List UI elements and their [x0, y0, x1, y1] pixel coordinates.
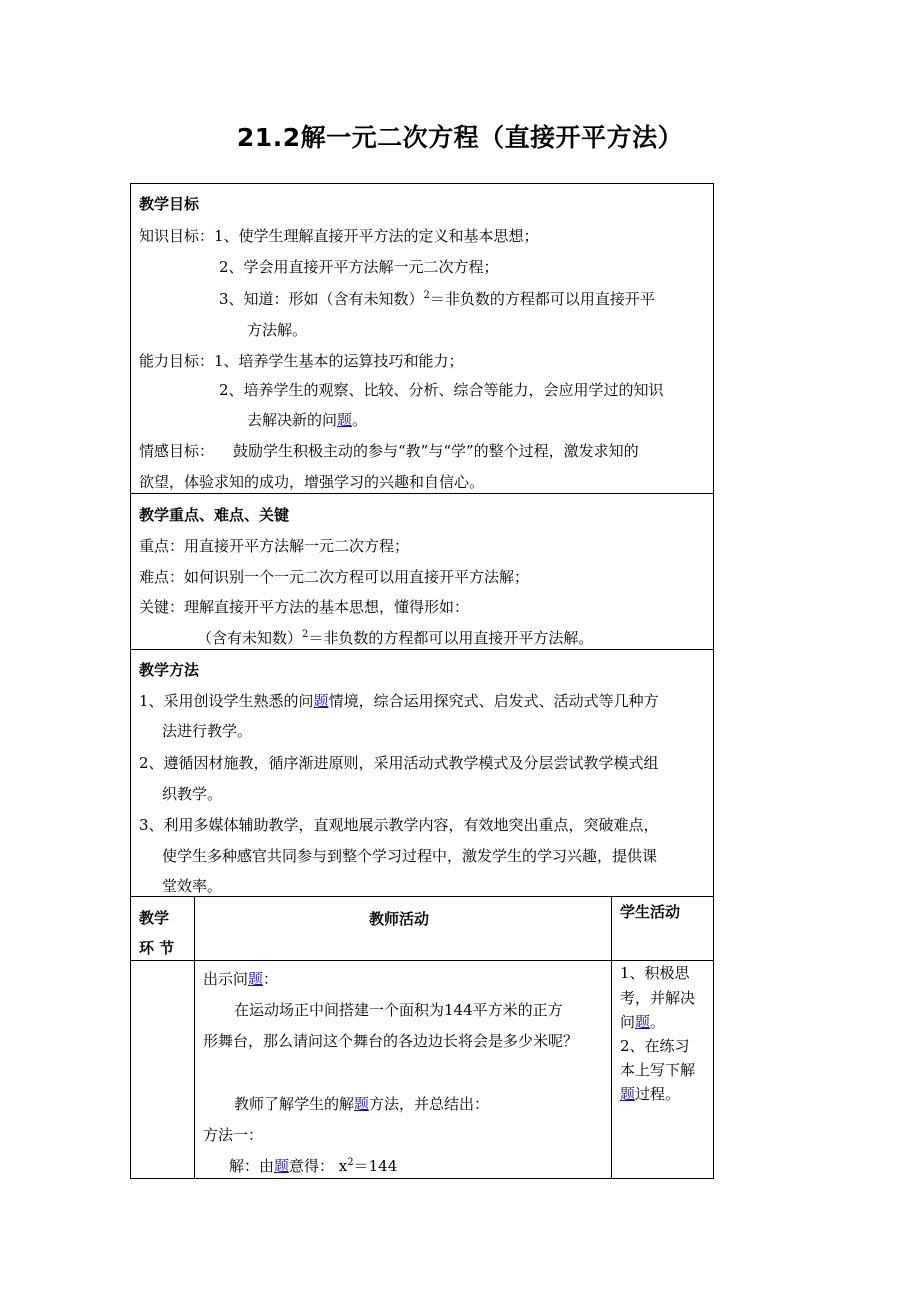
method-1-a: 1、采用创设学生熟悉的问: [139, 692, 314, 710]
link-ti[interactable]: 题: [313, 692, 329, 710]
col-stage-header-2: 环 节: [139, 939, 175, 957]
ability-item-2-cont-text: 去解决新的问: [247, 411, 338, 429]
keypoints-heading: 教学重点、难点、关键: [139, 506, 290, 524]
link-ti[interactable]: 题: [248, 970, 264, 988]
ability-goal: [139, 351, 464, 371]
focus-line: 重点：用直接开平方法解一元二次方程；: [139, 537, 410, 555]
emotion-item-2: 欲望，体验求知的成功，增强学习的兴趣和自信心。: [139, 473, 485, 491]
method-3-cont: 使学生多种感官共同参与到整个学习过程中，激发学生的学习兴趣，提供课: [162, 847, 658, 865]
difficulty-line: 难点：如何识别一个一元二次方程可以用直接开平方法解；: [139, 568, 530, 586]
knowledge-item-3: [219, 289, 655, 312]
teacher-line-6-a: 解：由: [229, 1157, 275, 1175]
method-1-cont: 法进行教学。: [162, 722, 253, 740]
method-3: 3、利用多媒体辅助教学，直观地展示教学内容，有效地突出重点，突破难点，: [139, 816, 659, 834]
student-line-3: [620, 1012, 665, 1032]
ability-item-2: 2、培养学生的观察、比较、分析、综合等能力，会应用学过的知识: [219, 381, 664, 399]
row-divider: [130, 493, 714, 494]
link-ti[interactable]: 题: [337, 411, 353, 429]
knowledge-item-2: 2、学会用直接开平方法解一元二次方程；: [219, 258, 499, 276]
method-3-cont-2: 堂效率。: [162, 877, 223, 895]
method-1-b: 情境，综合运用探究式、启发式、活动式等几种方: [328, 692, 659, 710]
teacher-line-5: 方法一：: [203, 1126, 264, 1144]
student-line-3-a: 问: [620, 1013, 636, 1031]
teacher-line-6-b: 意得： x: [289, 1157, 348, 1175]
teacher-line-4: [234, 1094, 489, 1114]
teacher-line-4-b: 方法，并总结出：: [369, 1095, 490, 1113]
ability-label: 能力目标：: [139, 352, 215, 370]
superscript: 2: [423, 290, 430, 301]
column-divider: [194, 896, 195, 1179]
student-line-2: 考，并解决: [620, 989, 696, 1007]
superscript: 2: [347, 1157, 354, 1168]
goals-heading: 教学目标: [139, 195, 200, 213]
emotion-item-1: 鼓励学生积极主动的参与“教”与“学”的整个过程，激发求知的: [233, 442, 639, 460]
methods-heading: 教学方法: [139, 661, 200, 679]
knowledge-item-3-b: ＝非负数的方程都可以用直接开平: [429, 290, 655, 308]
teacher-line-6-c: ＝144: [353, 1157, 398, 1175]
period: 。: [352, 411, 368, 429]
key-line-2: [197, 628, 593, 651]
col-teacher-header: 教师活动: [369, 910, 430, 928]
student-line-4: 2、在练习: [620, 1037, 690, 1055]
row-divider: [130, 896, 714, 897]
student-line-6-b: 过程。: [635, 1085, 681, 1103]
knowledge-item-3-a: 3、知道：形如（含有未知数）: [219, 290, 424, 308]
link-ti[interactable]: 题: [274, 1157, 290, 1175]
teacher-line-1-a: 出示问: [203, 970, 249, 988]
col-stage-header-1: 教学: [139, 909, 170, 927]
page-title: 21.2解一元二次方程（直接开平方法）: [236, 123, 684, 152]
method-1: [139, 691, 659, 711]
key-line-2-a: （含有未知数）: [197, 629, 303, 647]
knowledge-goal: [139, 226, 539, 246]
teacher-line-6: [229, 1156, 397, 1179]
method-2: 2、遵循因材施教，循序渐进原则，采用活动式教学模式及分层尝试教学模式组: [139, 754, 659, 772]
period: 。: [650, 1013, 666, 1031]
key-line: 关键：理解直接开平方法的基本思想，懂得形如：: [139, 598, 470, 616]
link-ti[interactable]: 题: [354, 1095, 370, 1113]
method-2-cont: 织教学。: [162, 785, 223, 803]
emotion-goal: [139, 441, 214, 461]
link-ti[interactable]: 题: [620, 1085, 636, 1103]
student-line-6: [620, 1084, 680, 1104]
col-student-header: 学生活动: [620, 903, 681, 921]
knowledge-item-3-cont: 方法解。: [247, 321, 308, 339]
teacher-line-3: 形舞台，那么请问这个舞台的各边边长将会是多少米呢？: [203, 1032, 579, 1050]
key-line-2-b: ＝非负数的方程都可以用直接开平方法解。: [308, 629, 594, 647]
teacher-line-2: 在运动场正中间搭建一个面积为144平方米的正方: [234, 1001, 563, 1019]
row-divider: [130, 1178, 714, 1179]
emotion-label: 情感目标：: [139, 442, 215, 460]
link-ti[interactable]: 题: [635, 1013, 651, 1031]
column-divider: [611, 896, 612, 1179]
student-line-1: 1、积极思: [620, 964, 690, 982]
ability-item-2-cont: [247, 410, 367, 430]
colon: ：: [263, 970, 279, 988]
row-divider: [130, 960, 714, 961]
knowledge-item-1: 1、使学生理解直接开平方法的定义和基本思想；: [214, 227, 539, 245]
teacher-line-1: [203, 969, 278, 989]
student-line-5: 本上写下解: [620, 1061, 696, 1079]
teacher-line-4-a: 教师了解学生的解: [234, 1095, 355, 1113]
superscript: 2: [302, 629, 309, 640]
knowledge-label: 知识目标：: [139, 227, 215, 245]
ability-item-1: 1、培养学生基本的运算技巧和能力；: [214, 352, 464, 370]
